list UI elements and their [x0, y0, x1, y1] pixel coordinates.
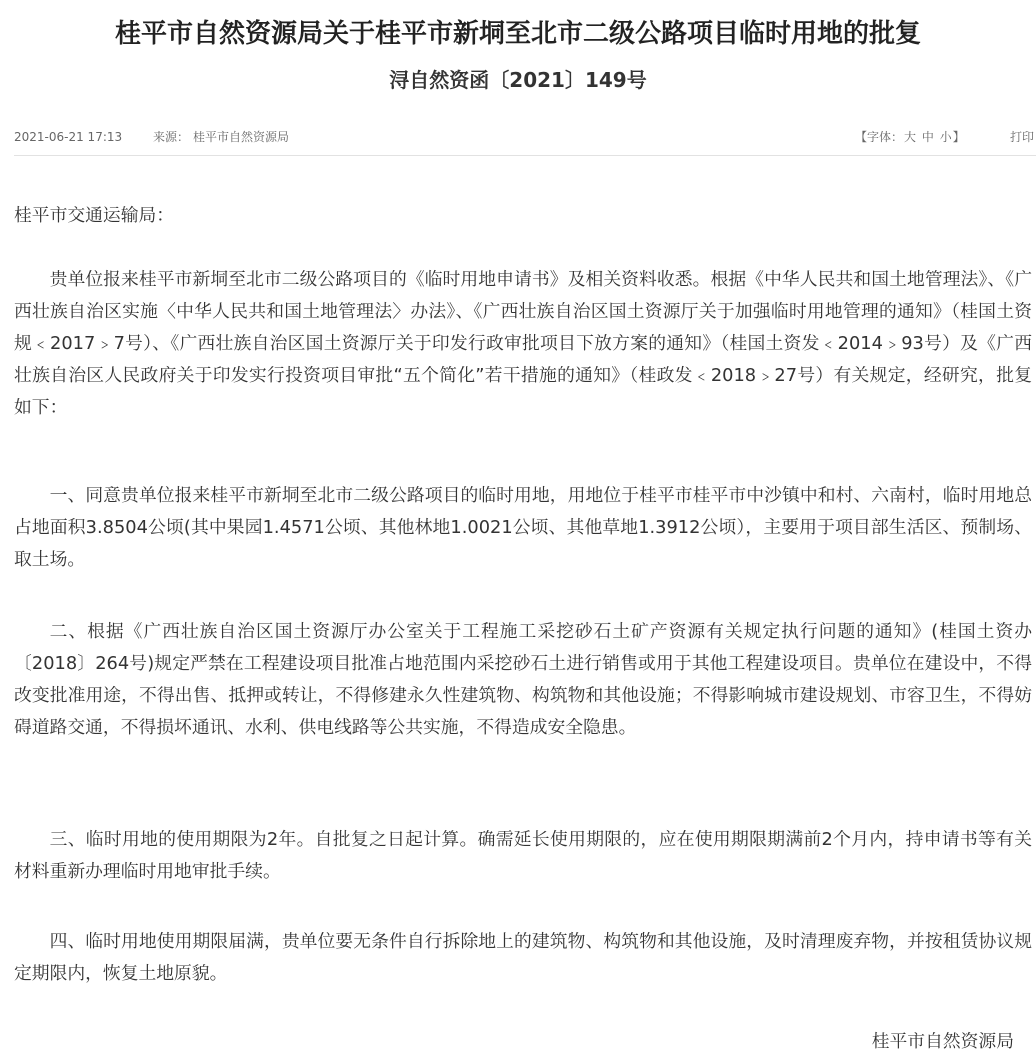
font-size-selector: [855, 126, 965, 148]
font-size-prefix: 【字体：: [855, 130, 904, 144]
font-size-small-button[interactable]: 小: [939, 130, 952, 144]
body-paragraph-3: 二、根据《广西壮族自治区国土资源厅办公室关于工程施工采挖砂石土矿产资源有关规定执行问题的通知》(桂国土资办〔2018〕264号)规定严禁在工程建设项目批准占地范围内采挖砂石土进行销售或用于其他工程建设项目。贵单位在建设中，不得改变批准用途，不得出售、抵押或转让，不得修建永久性建筑物、构筑物和其他设施；不得影响城市建设规划、市容卫生，不得妨碍道路交通，不得损坏通讯、水利、供电线路等公共实施，不得造成安全隐患。: [14, 621, 1032, 738]
body-paragraph-5: 四、临时用地使用期限届满，贵单位要无条件自行拆除地上的建筑物、构筑物和其他设施，及时清理废弃物，并按租赁协议规定期限内，恢复土地原貌。: [14, 931, 1032, 984]
source-name: 桂平市自然资源局: [193, 130, 290, 144]
font-size-suffix: 】: [952, 130, 965, 144]
font-size-medium-button[interactable]: 中: [921, 130, 934, 144]
signature: 桂平市自然资源局: [871, 1031, 1014, 1052]
article-meta-bar: [14, 126, 1036, 148]
body-paragraph-1: 贵单位报来桂平市新垌至北市二级公路项目的《临时用地申请书》及相关资料收悉。根据《中华人民共和国土地管理法》、《广西壮族自治区实施〈中华人民共和国土地管理法〉办法》、《广西壮族自治区国土资源厅关于加强临时用地管理的通知》（桂国土资规﹤2017﹥7号）、《广西壮族自治区国土资源厅关于印发行政审批项目下放方案的通知》（桂国土资发﹤2014﹥93号）及《广西壮族自治区人民政府关于印发实行投资项目审批“五个简化”若干措施的通知》（桂政发﹤2018﹥27号）有关规定，经研究，批复如下：: [14, 269, 1032, 418]
document-number: 浔自然资函〔2021〕149号: [389, 68, 647, 92]
body-paragraph-2: 一、同意贵单位报来桂平市新垌至北市二级公路项目的临时用地，用地位于桂平市桂平市中沙镇中和村、六南村，临时用地总占地面积3.8504公顷(其中果园1.4571公顷、其他林地1.0021公顷、其他草地1.3912公顷），主要用于项目部生活区、预制场、取土场。: [14, 485, 1032, 570]
meta-divider: [14, 155, 1036, 156]
body-paragraph-4: 三、临时用地的使用期限为2年。自批复之日起计算。确需延长使用期限的，应在使用期限期满前2个月内，持申请书等有关材料重新办理临时用地审批手续。: [14, 829, 1032, 882]
source-label: 来源：: [153, 130, 190, 144]
salutation: 桂平市交通运输局：: [14, 205, 175, 226]
print-button[interactable]: 打印: [1010, 130, 1035, 144]
article-title: 桂平市自然资源局关于桂平市新垌至北市二级公路项目临时用地的批复: [114, 19, 921, 49]
publish-date: 2021-06-21 17:13: [14, 130, 123, 144]
font-size-large-button[interactable]: 大: [904, 130, 917, 144]
